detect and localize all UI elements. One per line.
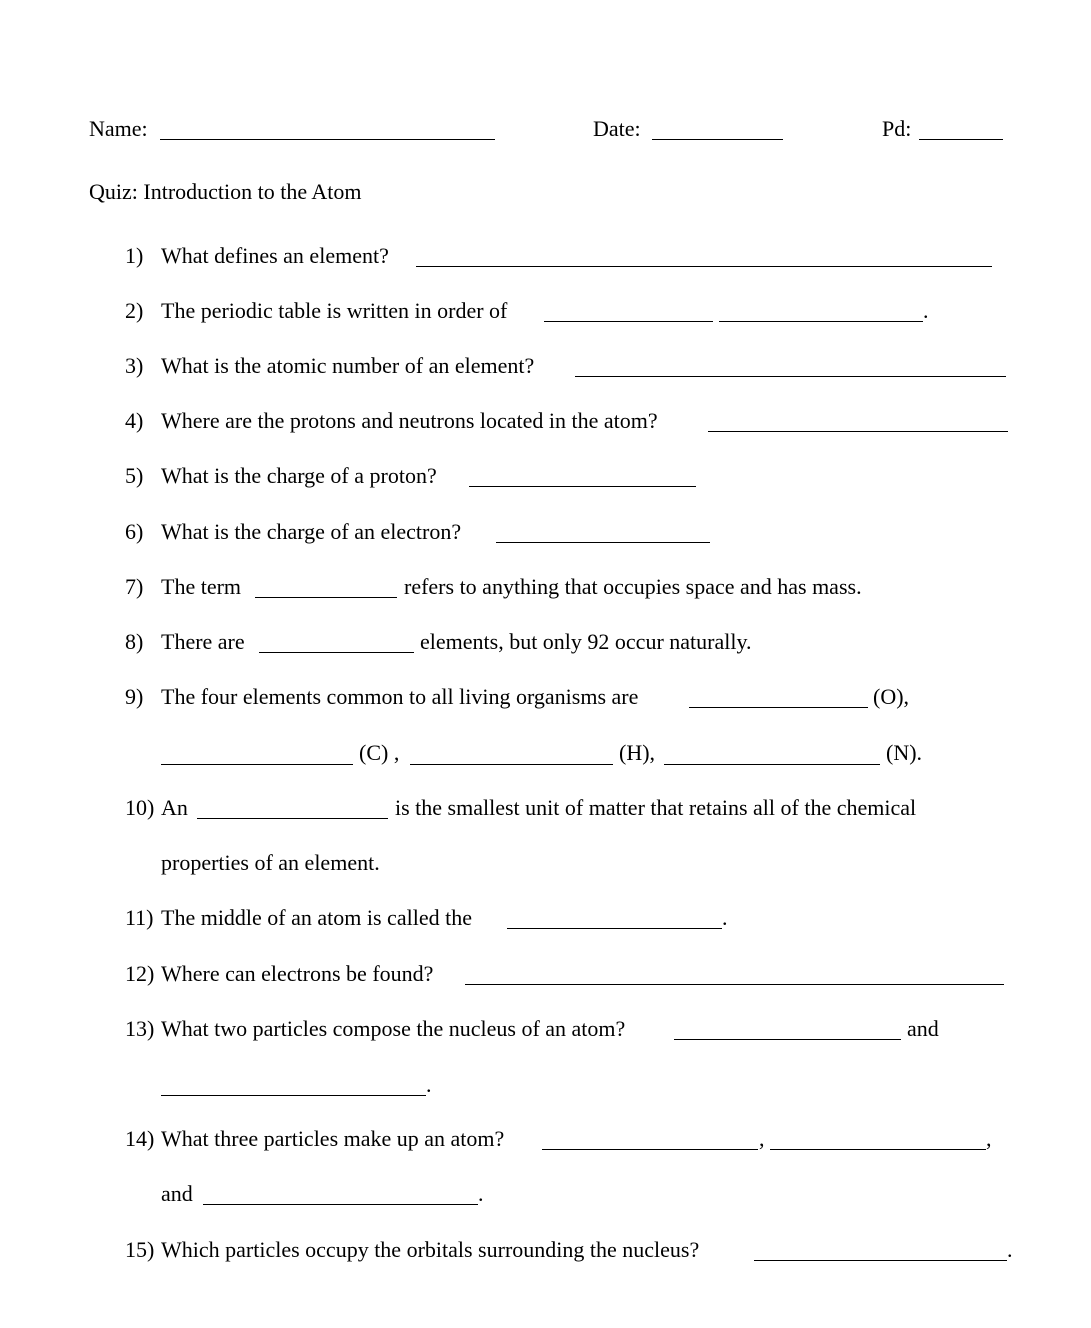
answer-blank[interactable] [496, 542, 710, 543]
question-number: 3) [125, 353, 144, 378]
element-symbol: (N). [886, 740, 923, 765]
answer-blank[interactable] [465, 984, 1004, 985]
question-number: 10) [125, 795, 155, 820]
question-number: 2) [125, 298, 144, 323]
element-symbol: (O), [873, 684, 910, 709]
punctuation: . [1007, 1237, 1013, 1262]
element-symbol: (H), [619, 740, 656, 765]
question-text: There are [161, 629, 245, 654]
question-text: and [161, 1181, 193, 1206]
question-number: 1) [125, 243, 144, 268]
answer-blank[interactable] [719, 321, 923, 322]
date-label: Date: [593, 116, 641, 141]
answer-blank[interactable] [544, 321, 713, 322]
answer-blank[interactable] [259, 652, 414, 653]
page-title: Quiz: Introduction to the Atom [89, 179, 362, 204]
question-text: An [161, 795, 188, 820]
question-text: The periodic table is written in order of [161, 298, 508, 323]
question-number: 4) [125, 408, 144, 433]
answer-blank[interactable] [161, 764, 353, 765]
answer-blank[interactable] [203, 1204, 478, 1205]
answer-blank[interactable] [542, 1149, 758, 1150]
question-text: What defines an element? [161, 243, 389, 268]
question-text: What is the atomic number of an element? [161, 353, 535, 378]
question-text: The middle of an atom is called the [161, 905, 472, 930]
question-text: The four elements common to all living organisms are [161, 684, 639, 709]
question-number: 12) [125, 961, 155, 986]
answer-blank[interactable] [674, 1039, 901, 1040]
answer-blank[interactable] [255, 597, 397, 598]
answer-blank[interactable] [161, 1095, 426, 1096]
question-text: Where can electrons be found? [161, 961, 434, 986]
answer-blank[interactable] [197, 818, 388, 819]
answer-blank[interactable] [507, 928, 722, 929]
question-text: is the smallest unit of matter that retains all of the chemical [395, 795, 917, 820]
period-blank[interactable] [919, 139, 1003, 140]
question-number: 5) [125, 463, 144, 488]
answer-blank[interactable] [410, 764, 613, 765]
punctuation: . [426, 1072, 432, 1097]
punctuation: . [722, 905, 728, 930]
question-text: refers to anything that occupies space and has mass. [404, 574, 862, 599]
question-number: 13) [125, 1016, 155, 1041]
question-text: Which particles occupy the orbitals surrounding the nucleus? [161, 1237, 700, 1262]
answer-blank[interactable] [708, 431, 1008, 432]
question-number: 14) [125, 1126, 155, 1151]
question-text: Where are the protons and neutrons located in the atom? [161, 408, 658, 433]
question-text: The term [161, 574, 242, 599]
punctuation: . [478, 1181, 484, 1206]
question-text: elements, but only 92 occur naturally. [420, 629, 752, 654]
question-number: 15) [125, 1237, 155, 1262]
question-number: 6) [125, 519, 144, 544]
answer-blank[interactable] [770, 1149, 986, 1150]
punctuation: . [923, 298, 929, 323]
question-number: 7) [125, 574, 144, 599]
answer-blank[interactable] [416, 266, 992, 267]
period-label: Pd: [882, 116, 912, 141]
question-number: 8) [125, 629, 144, 654]
punctuation: , [986, 1126, 992, 1151]
question-text: and [907, 1016, 939, 1041]
question-text: What is the charge of an electron? [161, 519, 462, 544]
answer-blank[interactable] [689, 707, 868, 708]
answer-blank[interactable] [664, 764, 880, 765]
question-text: What is the charge of a proton? [161, 463, 437, 488]
name-label: Name: [89, 116, 148, 141]
question-text: What two particles compose the nucleus of an atom? [161, 1016, 626, 1041]
punctuation: , [759, 1126, 765, 1151]
question-number: 9) [125, 684, 144, 709]
date-blank[interactable] [652, 139, 783, 140]
answer-blank[interactable] [469, 486, 696, 487]
question-text: What three particles make up an atom? [161, 1126, 505, 1151]
element-symbol: (C) , [359, 740, 400, 765]
question-number: 11) [125, 905, 154, 930]
name-blank[interactable] [160, 139, 495, 140]
answer-blank[interactable] [754, 1260, 1007, 1261]
question-text: properties of an element. [161, 850, 380, 875]
answer-blank[interactable] [575, 376, 1006, 377]
